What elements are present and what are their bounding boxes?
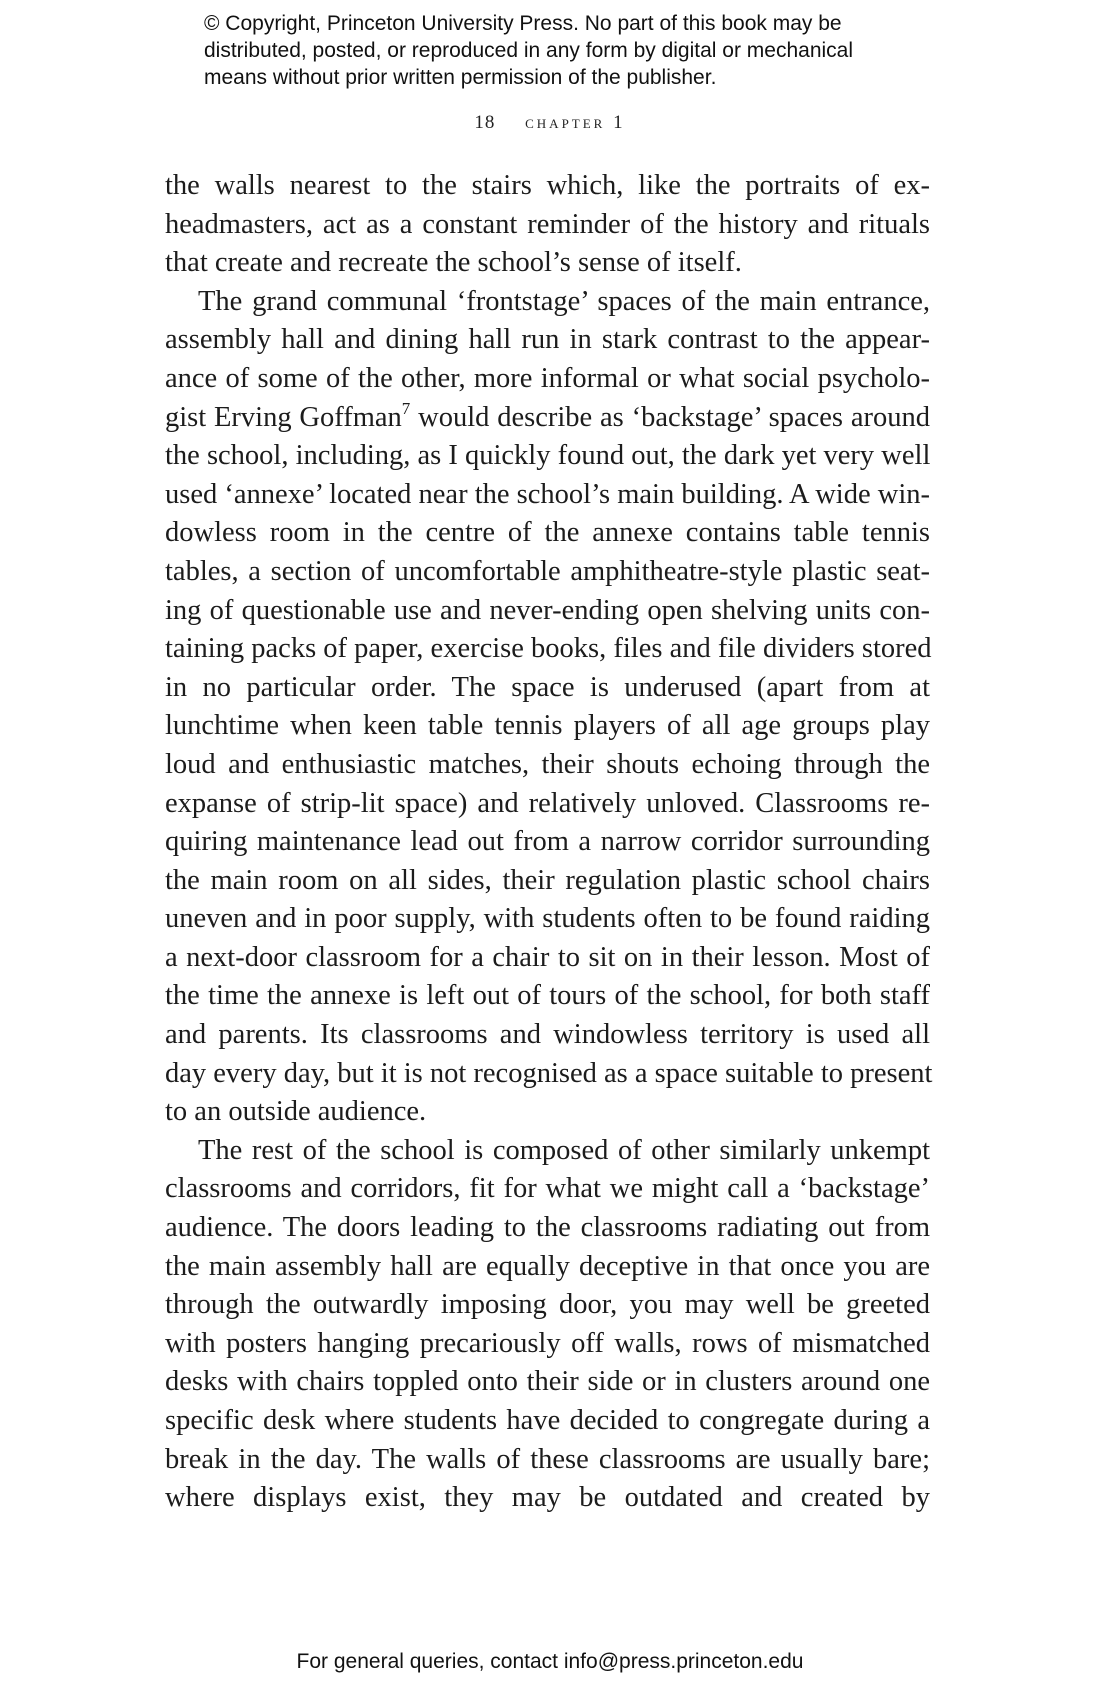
text-line: taining packs of paper, exercise books, files and file dividers stored: [165, 633, 932, 665]
text-line: dowless room in the centre of the annexe contains table tennis: [165, 517, 930, 549]
body-text: [165, 167, 933, 1518]
text-line: the school, including, as I quickly found out, the dark yet very well: [165, 440, 931, 472]
text-line: [165, 399, 930, 438]
text-line: the time the annexe is left out of tours of the school, for both staff: [165, 980, 930, 1012]
text-line: in no particular order. The space is underused (apart from at: [165, 671, 930, 703]
text-line: to an outside audience.: [165, 1096, 427, 1128]
text-line: quiring maintenance lead out from a narrow corridor surrounding: [165, 826, 930, 858]
text-line: classrooms and corridors, fit for what we might call a ‘backstage’: [165, 1173, 930, 1205]
text-line: specific desk where students have decided to congregate during a: [165, 1405, 930, 1436]
text-line: assembly hall and dining hall run in stark contrast to the appear-: [165, 324, 930, 356]
text-line: a next-door classroom for a chair to sit on in their lesson. Most of: [165, 941, 930, 973]
text-line: headmasters, act as a constant reminder of the history and rituals: [165, 208, 930, 240]
copyright-line: © Copyright, Princeton University Press. No part of this book may be: [204, 12, 842, 35]
text-line: The rest of the school is composed of other similarly unkempt: [198, 1134, 930, 1166]
text-line: The grand communal ‘frontstage’ spaces of the main entrance,: [198, 285, 930, 317]
text-line: ance of some of the other, more informal or what social psycholo-: [165, 362, 930, 394]
chapter-label: chapter 1: [525, 112, 626, 133]
text-line: audience. The doors leading to the classrooms radiating out from: [165, 1212, 930, 1244]
text-line: loud and enthusiastic matches, their shouts echoing through the: [165, 748, 930, 780]
copyright-line: means without prior written permission of the publisher.: [204, 66, 717, 89]
text-line: expanse of strip-lit space) and relatively unloved. Classrooms re-: [165, 787, 930, 819]
text-fragment: gist Erving Goffman: [165, 401, 402, 433]
page-number: 18: [474, 112, 496, 133]
text-line: lunchtime when keen table tennis players of all age groups play: [165, 710, 930, 742]
text-line: that create and recreate the school’s sense of itself.: [165, 247, 742, 279]
text-line: and parents. Its classrooms and windowless territory is used all: [165, 1019, 930, 1051]
text-line: through the outwardly imposing door, you may well be greeted: [165, 1289, 930, 1321]
copyright-line: distributed, posted, or reproduced in any form by digital or mechanical: [204, 39, 854, 62]
text-line: ing of questionable use and never-ending open shelving units con-: [165, 594, 930, 626]
text-line: the main assembly hall are equally deceptive in that once you are: [165, 1250, 930, 1282]
text-line: the main room on all sides, their regulation plastic school chairs: [165, 864, 930, 896]
footer-contact: For general queries, contact info@press.princeton.edu: [296, 1650, 804, 1673]
text-line: desks with chairs toppled onto their side or in clusters around one: [165, 1366, 930, 1398]
note-marker: 7: [401, 398, 411, 418]
copyright-notice: [204, 10, 924, 91]
running-head: [0, 112, 1100, 134]
text-fragment: would describe as ‘backstage’ spaces around: [410, 401, 930, 433]
text-line: uneven and in poor supply, with students often to be found raiding: [165, 903, 930, 935]
text-line: the walls nearest to the stairs which, like the portraits of ex-: [165, 170, 930, 201]
text-line: break in the day. The walls of these classrooms are usually bare;: [165, 1443, 930, 1475]
text-line: tables, a section of uncomfortable amphitheatre-style plastic seat-: [165, 555, 930, 587]
text-line: where displays exist, they may be outdated and created by: [165, 1482, 930, 1514]
text-line: day every day, but it is not recognised as a space suitable to present: [165, 1057, 933, 1089]
text-line: used ‘annexe’ located near the school’s main building. A wide win-: [165, 478, 930, 510]
text-line: with posters hanging precariously off walls, rows of mismatched: [165, 1327, 930, 1359]
